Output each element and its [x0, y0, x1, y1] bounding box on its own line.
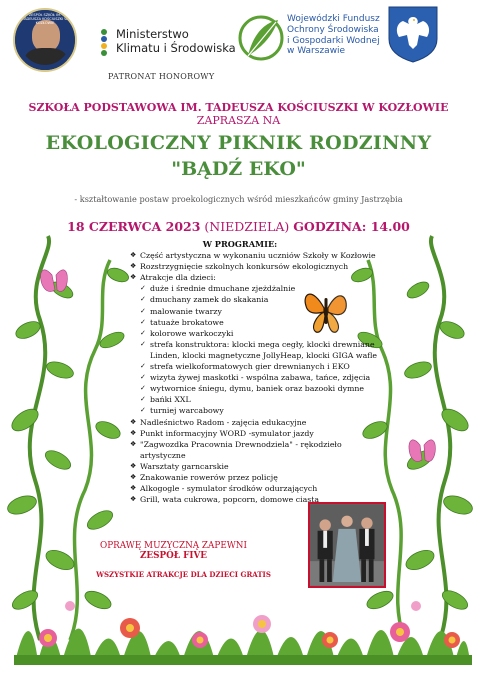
program-item-text: Linden, klocki magnetyczne JollyHeap, klocki GIGA wafle [150, 350, 378, 360]
program-item-text: Znakowanie rowerów przez policję [140, 472, 278, 482]
program-item-text: wytwornice śniegu, dymu, baniek oraz bazooki dymne [150, 384, 365, 394]
program-item [130, 250, 376, 261]
program-item-text: wizyta żywej maskotki - wspólna zabawa, tańce, zdjęcia [150, 373, 371, 383]
diamond-bullet-icon: ❖ [130, 262, 137, 271]
program-item [130, 339, 375, 350]
school-name-heading: SZKOŁA PODSTAWOWA IM. TADEUSZA KOŚCIUSZKI W KOZŁOWIE [28, 101, 449, 114]
checkmark-icon: ✓ [140, 339, 146, 348]
program-item [130, 461, 370, 472]
program-item-text: duże i średnie dmuchane zjeżdżalnie [150, 284, 296, 294]
program-item-text: "Zagwozdka Pracownia Drewnodziela" - rękodzieło [140, 439, 342, 449]
checkmark-icon: ✓ [140, 406, 146, 415]
ministry-emblem-icon [99, 28, 109, 56]
program-item-text: strefa wielkoformatowych gier drewnianych i EKO [150, 362, 350, 372]
event-date-line [0, 219, 477, 234]
program-item [130, 350, 378, 361]
band-name: ZESPÓŁ FIVE [140, 551, 207, 561]
checkmark-icon: ✓ [140, 395, 146, 404]
diamond-bullet-icon: ❖ [130, 439, 137, 448]
checkmark-icon: ✓ [140, 317, 146, 326]
program-item-text: kolorowe warkoczyki [150, 328, 234, 338]
fund-leaf-logo-icon [238, 8, 284, 68]
event-subtitle: - kształtowanie postaw proekologicznych wśród mieszkańców gminy Jastrzębia [74, 194, 403, 204]
event-title: EKOLOGICZNY PIKNIK RODZINNY [45, 132, 432, 154]
program-item [130, 272, 370, 283]
diamond-bullet-icon: ❖ [130, 273, 137, 282]
program-item-text: artystyczne [140, 450, 186, 460]
diamond-bullet-icon: ❖ [130, 417, 137, 426]
event-time: GODZINA: 14.00 [293, 219, 410, 234]
event-date: 18 CZERWCA 2023 [67, 219, 201, 234]
program-list [130, 239, 378, 505]
orange-butterfly-icon [302, 284, 350, 336]
program-item-text: Nadleśnictwo Radom - zajęcia edukacyjne [140, 417, 307, 427]
program-item-text: Atrakcje dla dzieci: [140, 273, 216, 283]
program-item [130, 439, 370, 450]
program-item [130, 361, 370, 372]
program-item-text: dmuchany zamek do skakania [150, 295, 269, 305]
diamond-bullet-icon: ❖ [130, 472, 137, 481]
diamond-bullet-icon: ❖ [130, 495, 137, 504]
school-logo [13, 8, 77, 72]
program-item [130, 417, 370, 428]
free-attractions-note: WSZYSTKIE ATRAKCJE DLA DZIECI GRATIS [96, 570, 271, 579]
checkmark-icon: ✓ [140, 373, 146, 382]
program-item-text: tatuaże brokatowe [150, 317, 224, 327]
program-item-text: strefa konstruktora: klocki mega cegły, klocki drewniane [150, 339, 375, 349]
program-item-text: Punkt informacyjny WORD -symulator jazdy [140, 428, 314, 438]
school-logo-text: ZESPÓŁ SZKÓŁ IM. TADEUSZA KOŚCIUSZKI W KOZŁOWIE [22, 13, 68, 25]
eagle-coat-of-arms-icon [387, 5, 439, 63]
ministry-name: Ministerstwo Klimatu i Środowiska [116, 27, 236, 55]
program-item [130, 405, 370, 416]
program-item [130, 450, 370, 461]
diamond-bullet-icon: ❖ [130, 251, 137, 260]
checkmark-icon: ✓ [140, 284, 146, 293]
checkmark-icon: ✓ [140, 306, 146, 315]
music-line: OPRAWĘ MUZYCZNĄ ZAPEWNI [100, 541, 247, 551]
program-item-text: Rozstrzygnięcie szkolnych konkursów ekologicznych [140, 262, 349, 272]
event-slogan: "BĄDŹ EKO" [171, 158, 306, 180]
checkmark-icon: ✓ [140, 295, 146, 304]
program-item-text: Grill, wata cukrowa, popcorn, domowe ciasta [140, 495, 320, 505]
diamond-bullet-icon: ❖ [130, 428, 137, 437]
program-item-text: Część artystyczna w wykonaniu uczniów Szkoły w Kozłowie [140, 251, 376, 261]
checkmark-icon: ✓ [140, 328, 146, 337]
diamond-bullet-icon: ❖ [130, 461, 137, 470]
program-item-text: bańki XXL [150, 395, 191, 405]
program-item [130, 428, 370, 439]
program-item [130, 261, 370, 272]
program-heading: W PROGRAMIE: [202, 239, 278, 249]
diamond-bullet-icon: ❖ [130, 484, 137, 493]
program-item-text: turniej warcabowy [150, 406, 224, 416]
event-day: (NIEDZIELA) [200, 219, 294, 234]
patronat-label: PATRONAT HONOROWY [108, 72, 215, 81]
checkmark-icon: ✓ [140, 384, 146, 393]
invites-text: ZAPRASZA NA [196, 114, 281, 127]
program-item-text: malowanie twarzy [150, 306, 222, 316]
program-item [130, 394, 370, 405]
checkmark-icon: ✓ [140, 362, 146, 371]
program-item [130, 383, 370, 394]
program-item [130, 472, 370, 483]
program-item-text: Warsztaty garncarskie [140, 461, 229, 471]
program-item [130, 483, 370, 494]
program-item-text: Alkogogle - symulator środków odurzających [140, 484, 318, 494]
program-item [130, 372, 370, 383]
fund-name: Wojewódzki Fundusz Ochrony Środowiska i Gospodarki Wodnej w Warszawie [287, 14, 380, 57]
